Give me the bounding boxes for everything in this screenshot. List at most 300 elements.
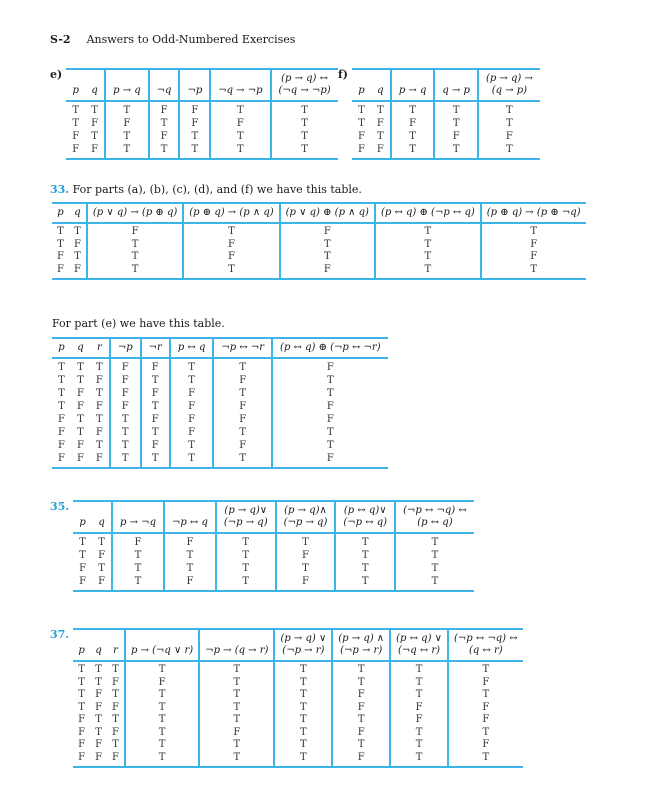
part-e-table-block xyxy=(52,337,388,469)
truth-value-cell: T xyxy=(74,226,81,237)
truth-value-cell: F xyxy=(98,550,106,561)
truth-value-cell: F xyxy=(110,358,141,374)
column-header-line: (p → q) ∨ xyxy=(280,633,327,644)
table-row xyxy=(73,533,474,549)
header-row xyxy=(352,69,540,101)
column-header xyxy=(110,338,141,358)
column-header-line: p → ¬q xyxy=(120,517,156,528)
truth-value-cell: T xyxy=(112,664,119,675)
truth-value-cell: T xyxy=(280,251,375,264)
column-header: p xyxy=(78,645,85,656)
truth-value-cell: F xyxy=(448,739,523,752)
truth-value-cell: T xyxy=(105,101,149,117)
truth-value-cell: T xyxy=(199,702,274,715)
truth-value-cell: F xyxy=(95,453,103,464)
truth-value-cell: T xyxy=(78,664,85,675)
truth-value-cell: F xyxy=(149,130,180,143)
table-row xyxy=(352,117,540,130)
truth-value-cell: T xyxy=(216,549,276,562)
table-row xyxy=(52,400,388,413)
column-header xyxy=(395,501,474,533)
truth-value-cell: F xyxy=(276,575,336,591)
truth-value-cell: T xyxy=(112,739,119,750)
truth-value-cell: T xyxy=(58,388,65,399)
truth-value-cell: T xyxy=(272,439,388,452)
column-header-line: (p ∨ q) ⊕ (p ∧ q) xyxy=(285,207,369,218)
truth-value-cell: T xyxy=(271,117,338,130)
column-header-line: (¬p → r) xyxy=(282,645,325,656)
truth-value-cell: F xyxy=(448,714,523,727)
table-row xyxy=(73,575,474,591)
column-header-line: (p ∨ q) → (p ⊕ q) xyxy=(92,207,178,218)
truth-value-cell: F xyxy=(390,714,448,727)
truth-value-cell: F xyxy=(272,400,388,413)
truth-value-cell: F xyxy=(91,144,99,155)
truth-value-cell: T xyxy=(72,105,80,116)
truth-value-cell: T xyxy=(79,537,86,548)
truth-value-cell: T xyxy=(58,401,65,412)
truth-value-cell: T xyxy=(164,562,216,575)
truth-value-cell: T xyxy=(216,533,276,549)
truth-value-cell: F xyxy=(91,118,99,129)
table-row xyxy=(73,739,523,752)
column-header-line: (p ↔ q) ⊕ (¬p ↔ ¬r) xyxy=(280,342,381,353)
truth-value-cell: F xyxy=(141,358,170,374)
column-header xyxy=(141,338,170,358)
truth-value-cell: T xyxy=(271,130,338,143)
truth-value-cell: T xyxy=(216,562,276,575)
column-header: r xyxy=(96,342,102,353)
table-row xyxy=(52,239,586,252)
truth-value-cell: F xyxy=(210,117,270,130)
truth-value-cell: T xyxy=(95,726,102,738)
table-row xyxy=(352,130,540,143)
truth-value-cell: F xyxy=(448,702,523,715)
exercise-37-number: 37. xyxy=(50,628,70,641)
column-header xyxy=(280,203,375,223)
truth-value-cell: F xyxy=(95,375,103,386)
truth-value-cell: F xyxy=(95,751,103,763)
truth-value-cell: T xyxy=(274,689,332,702)
truth-value-cell: T xyxy=(78,701,85,713)
page-header xyxy=(50,33,295,46)
column-header-line: (¬p → q) xyxy=(283,517,328,528)
truth-value-cell: F xyxy=(57,263,64,275)
truth-value-cell: T xyxy=(77,427,84,438)
column-header-line: (¬p ↔ ¬q) ↔ xyxy=(403,505,467,516)
table-row xyxy=(66,130,337,143)
column-header xyxy=(274,629,332,661)
truth-value-cell: T xyxy=(95,664,102,675)
truth-value-cell: T xyxy=(199,752,274,768)
truth-value-cell: T xyxy=(335,549,395,562)
truth-value-cell: T xyxy=(170,452,214,468)
truth-value-cell: F xyxy=(58,427,65,438)
truth-value-cell: F xyxy=(149,101,180,117)
column-header-line: ¬p xyxy=(187,85,203,96)
truth-value-cell: F xyxy=(141,387,170,400)
truth-table-f xyxy=(352,68,540,160)
exercise-33-sentence: For parts (a), (b), (c), (d), and (f) we have this table. xyxy=(72,183,362,196)
truth-value-cell: F xyxy=(112,676,119,688)
truth-value-cell: T xyxy=(210,101,270,117)
truth-value-cell: T xyxy=(390,727,448,740)
truth-table xyxy=(352,68,540,160)
column-header xyxy=(335,501,395,533)
column-header xyxy=(332,629,390,661)
column-header-line: (p → q) → xyxy=(485,73,533,84)
exercise-33-number: 33. xyxy=(50,183,70,196)
column-header xyxy=(391,69,435,101)
truth-value-cell: F xyxy=(110,400,141,413)
truth-value-cell: T xyxy=(332,677,390,690)
exercise-part-f-block xyxy=(338,68,540,160)
column-header: p xyxy=(358,85,365,96)
column-header-line: (¬p → q) xyxy=(223,517,268,528)
truth-value-cell: T xyxy=(395,562,474,575)
truth-value-cell: T xyxy=(332,661,390,677)
truth-value-cell: T xyxy=(448,727,523,740)
column-header-line: q → p xyxy=(442,85,470,96)
truth-value-cell: T xyxy=(74,251,81,262)
truth-value-cell: F xyxy=(72,131,80,142)
column-header xyxy=(216,501,276,533)
exercise-33-text xyxy=(50,183,590,197)
column-header-line: (¬q ↔ r) xyxy=(397,645,441,656)
column-header-line: (¬q → ¬p) xyxy=(278,85,331,96)
column-header-line: ¬p ↔ ¬r xyxy=(221,342,265,353)
truth-value-cell: F xyxy=(164,533,216,549)
column-header: p xyxy=(72,85,79,96)
truth-value-cell: T xyxy=(95,714,102,725)
truth-value-cell: T xyxy=(434,117,478,130)
truth-value-cell: F xyxy=(141,413,170,426)
truth-value-cell: T xyxy=(179,143,210,159)
truth-value-cell: T xyxy=(87,264,183,280)
header-row xyxy=(52,338,388,358)
truth-value-cell: T xyxy=(98,563,105,574)
truth-value-cell: T xyxy=(105,143,149,159)
column-header xyxy=(149,69,180,101)
table-row xyxy=(73,727,523,740)
truth-table xyxy=(52,337,388,469)
column-header: q xyxy=(77,342,84,353)
truth-value-cell: T xyxy=(58,375,65,386)
truth-value-cell: F xyxy=(332,752,390,768)
truth-value-cell: T xyxy=(141,374,170,387)
truth-value-cell: F xyxy=(125,677,199,690)
truth-value-cell: T xyxy=(390,689,448,702)
truth-value-cell: T xyxy=(199,739,274,752)
truth-value-cell: T xyxy=(77,414,84,425)
table-row xyxy=(66,101,337,117)
table-row xyxy=(352,143,540,159)
column-header-line: (q → p) xyxy=(491,85,528,96)
table-row xyxy=(73,677,523,690)
truth-value-cell: T xyxy=(112,689,119,700)
truth-value-cell: T xyxy=(141,426,170,439)
column-header xyxy=(448,629,523,661)
truth-value-cell: T xyxy=(375,251,481,264)
truth-value-cell: T xyxy=(272,426,388,439)
part-e-label: e) xyxy=(50,68,63,81)
column-header xyxy=(105,69,149,101)
truth-table xyxy=(73,628,523,768)
truth-value-cell: F xyxy=(95,689,103,700)
truth-value-cell: F xyxy=(170,387,214,400)
table-row xyxy=(73,752,523,768)
column-header-line: (p ↔ q)∨ xyxy=(343,505,387,516)
column-header-line: (¬p ↔ ¬q) ↔ xyxy=(453,633,518,644)
truth-value-cell: T xyxy=(213,387,272,400)
column-header-line: (p ↔ q) xyxy=(417,517,453,528)
truth-value-cell: T xyxy=(91,131,98,142)
truth-value-cell: T xyxy=(274,661,332,677)
truth-value-cell: T xyxy=(274,727,332,740)
truth-value-cell: T xyxy=(375,223,481,239)
truth-value-cell: F xyxy=(76,440,84,451)
column-header-line: (p → q)∧ xyxy=(284,505,327,516)
column-header-line: ¬r xyxy=(148,342,162,353)
column-header-line: (p ⊕ q) → (p ⊕ ¬q) xyxy=(486,207,581,218)
column-header: q xyxy=(98,517,105,528)
truth-value-cell: F xyxy=(58,453,65,464)
column-header-line: (p ↔ q) ⊕ (¬p ↔ q) xyxy=(380,207,475,218)
column-header xyxy=(112,501,164,533)
truth-value-cell: F xyxy=(78,751,86,763)
truth-value-cell: T xyxy=(77,362,84,373)
truth-value-cell: F xyxy=(57,251,64,262)
table-row xyxy=(52,374,388,387)
header-row xyxy=(66,69,337,101)
truth-value-cell: T xyxy=(98,537,105,548)
column-header-line: p → q xyxy=(113,85,141,96)
part-e-text-block xyxy=(52,317,225,331)
table-row xyxy=(52,387,388,400)
page-number: S-2 xyxy=(50,33,71,46)
truth-value-cell: F xyxy=(58,414,65,425)
truth-value-cell: T xyxy=(391,130,435,143)
truth-value-cell: F xyxy=(170,413,214,426)
truth-value-cell: T xyxy=(125,714,199,727)
column-header xyxy=(272,338,388,358)
truth-value-cell: F xyxy=(376,118,384,129)
truth-value-cell: T xyxy=(199,689,274,702)
exercise-37-block xyxy=(50,628,523,768)
column-header: q xyxy=(377,85,384,96)
truth-value-cell: F xyxy=(170,426,214,439)
truth-value-cell: T xyxy=(335,562,395,575)
column-header xyxy=(478,69,540,101)
header-row xyxy=(52,203,586,223)
truth-value-cell: T xyxy=(375,239,481,252)
truth-value-cell: F xyxy=(73,238,81,250)
truth-value-cell: T xyxy=(87,251,183,264)
truth-value-cell: T xyxy=(199,714,274,727)
truth-value-cell: T xyxy=(274,677,332,690)
truth-value-cell: T xyxy=(276,533,336,549)
truth-value-cell: T xyxy=(478,101,540,117)
truth-value-cell: T xyxy=(390,739,448,752)
truth-value-cell: F xyxy=(179,101,210,117)
truth-value-cell: T xyxy=(110,452,141,468)
truth-value-cell: F xyxy=(199,727,274,740)
truth-value-cell: T xyxy=(78,676,85,688)
truth-value-cell: F xyxy=(280,223,375,239)
truth-value-cell: F xyxy=(112,533,164,549)
truth-value-cell: T xyxy=(390,677,448,690)
column-header-line: p ↔ q xyxy=(177,342,206,353)
truth-value-cell: F xyxy=(95,427,103,438)
truth-value-cell: T xyxy=(57,226,64,237)
truth-value-cell: T xyxy=(434,143,478,159)
truth-value-cell: F xyxy=(170,400,214,413)
truth-value-cell: T xyxy=(335,533,395,549)
truth-value-cell: T xyxy=(110,413,141,426)
table-row xyxy=(52,358,388,374)
column-header-line: ¬p ↔ q xyxy=(171,517,208,528)
truth-value-cell: T xyxy=(125,752,199,768)
truth-value-cell: T xyxy=(125,727,199,740)
truth-value-cell: T xyxy=(358,105,365,116)
truth-value-cell: T xyxy=(272,374,388,387)
column-header: q xyxy=(95,645,102,656)
table-row xyxy=(73,661,523,677)
truth-value-cell: T xyxy=(87,239,183,252)
column-header xyxy=(375,203,481,223)
truth-value-cell: F xyxy=(79,576,87,587)
truth-value-cell: T xyxy=(95,676,102,688)
truth-value-cell: T xyxy=(375,264,481,280)
table-row xyxy=(52,251,586,264)
truth-value-cell: F xyxy=(481,239,586,252)
column-header: q xyxy=(91,85,98,96)
truth-value-cell: T xyxy=(210,143,270,159)
truth-value-cell: T xyxy=(358,118,365,129)
table-row xyxy=(66,143,337,159)
truth-value-cell: F xyxy=(87,223,183,239)
truth-value-cell: T xyxy=(395,533,474,549)
column-header xyxy=(271,69,338,101)
truth-value-cell: T xyxy=(96,414,103,425)
truth-value-cell: T xyxy=(216,575,276,591)
truth-value-cell: F xyxy=(272,413,388,426)
exercise-35-number: 35. xyxy=(50,500,70,513)
truth-value-cell: T xyxy=(377,105,384,116)
truth-value-cell: F xyxy=(478,130,540,143)
truth-value-cell: T xyxy=(332,739,390,752)
truth-value-cell: F xyxy=(112,701,119,713)
truth-value-cell: T xyxy=(110,426,141,439)
truth-value-cell: T xyxy=(481,223,586,239)
truth-value-cell: F xyxy=(332,702,390,715)
truth-value-cell: T xyxy=(274,752,332,768)
table-row xyxy=(52,439,388,452)
truth-value-cell: T xyxy=(377,131,384,142)
truth-table-e xyxy=(66,68,337,160)
truth-value-cell: T xyxy=(335,575,395,591)
truth-value-cell: F xyxy=(95,701,103,713)
truth-value-cell: F xyxy=(76,453,84,464)
truth-value-cell: T xyxy=(448,689,523,702)
truth-value-cell: T xyxy=(276,562,336,575)
truth-value-cell: T xyxy=(149,143,180,159)
truth-value-cell: F xyxy=(58,440,65,451)
truth-value-cell: T xyxy=(274,702,332,715)
truth-value-cell: F xyxy=(390,702,448,715)
truth-value-cell: T xyxy=(183,223,279,239)
column-header xyxy=(179,69,210,101)
truth-value-cell: T xyxy=(481,264,586,280)
column-header: p xyxy=(79,517,86,528)
truth-value-cell: T xyxy=(112,562,164,575)
truth-value-cell: F xyxy=(79,563,87,574)
truth-value-cell: F xyxy=(78,726,86,738)
column-header-line: (p → q) ↔ xyxy=(281,73,329,84)
truth-value-cell: F xyxy=(391,117,435,130)
column-header: p xyxy=(57,207,64,218)
column-header-line: ¬p → (q → r) xyxy=(205,645,269,656)
truth-value-cell: T xyxy=(210,130,270,143)
column-header xyxy=(125,629,199,661)
truth-value-cell: T xyxy=(199,661,274,677)
column-header-line: (p → q) ∧ xyxy=(338,633,385,644)
truth-table-33 xyxy=(52,202,586,280)
truth-value-cell: T xyxy=(434,101,478,117)
exercise-35-block xyxy=(50,500,474,592)
table-row xyxy=(52,452,388,468)
truth-value-cell: F xyxy=(280,264,375,280)
truth-table-37 xyxy=(73,628,523,768)
table-row xyxy=(52,264,586,280)
truth-value-cell: T xyxy=(112,549,164,562)
column-header-line: ¬q xyxy=(156,85,172,96)
column-header xyxy=(183,203,279,223)
truth-value-cell: F xyxy=(448,677,523,690)
truth-value-cell: T xyxy=(91,105,98,116)
truth-value-cell: T xyxy=(183,264,279,280)
table-row xyxy=(52,413,388,426)
truth-value-cell: T xyxy=(105,130,149,143)
truth-value-cell: F xyxy=(164,575,216,591)
truth-value-cell: F xyxy=(272,452,388,468)
truth-value-cell: T xyxy=(125,739,199,752)
part-e-sentence: For part (e) we have this table. xyxy=(52,317,225,330)
truth-value-cell: T xyxy=(125,702,199,715)
truth-table-35 xyxy=(73,500,474,592)
truth-value-cell: T xyxy=(141,400,170,413)
truth-value-cell: F xyxy=(95,401,103,412)
truth-value-cell: F xyxy=(213,439,272,452)
truth-value-cell: F xyxy=(78,739,86,750)
truth-value-cell: F xyxy=(183,239,279,252)
truth-value-cell: T xyxy=(170,374,214,387)
table-row xyxy=(52,223,586,239)
column-header-line: (q ↔ r) xyxy=(468,645,503,656)
column-header xyxy=(434,69,478,101)
column-header-line: ¬q → ¬p xyxy=(218,85,263,96)
column-header-line: (p → q)∨ xyxy=(224,505,268,516)
truth-value-cell: F xyxy=(276,549,336,562)
truth-value-cell: T xyxy=(213,452,272,468)
truth-value-cell: F xyxy=(98,576,106,587)
table-row xyxy=(73,702,523,715)
column-header: p xyxy=(58,342,65,353)
column-header-line: p → (¬q ∨ r) xyxy=(131,645,194,656)
truth-value-cell: T xyxy=(478,143,540,159)
column-header xyxy=(481,203,586,223)
truth-value-cell: T xyxy=(179,130,210,143)
